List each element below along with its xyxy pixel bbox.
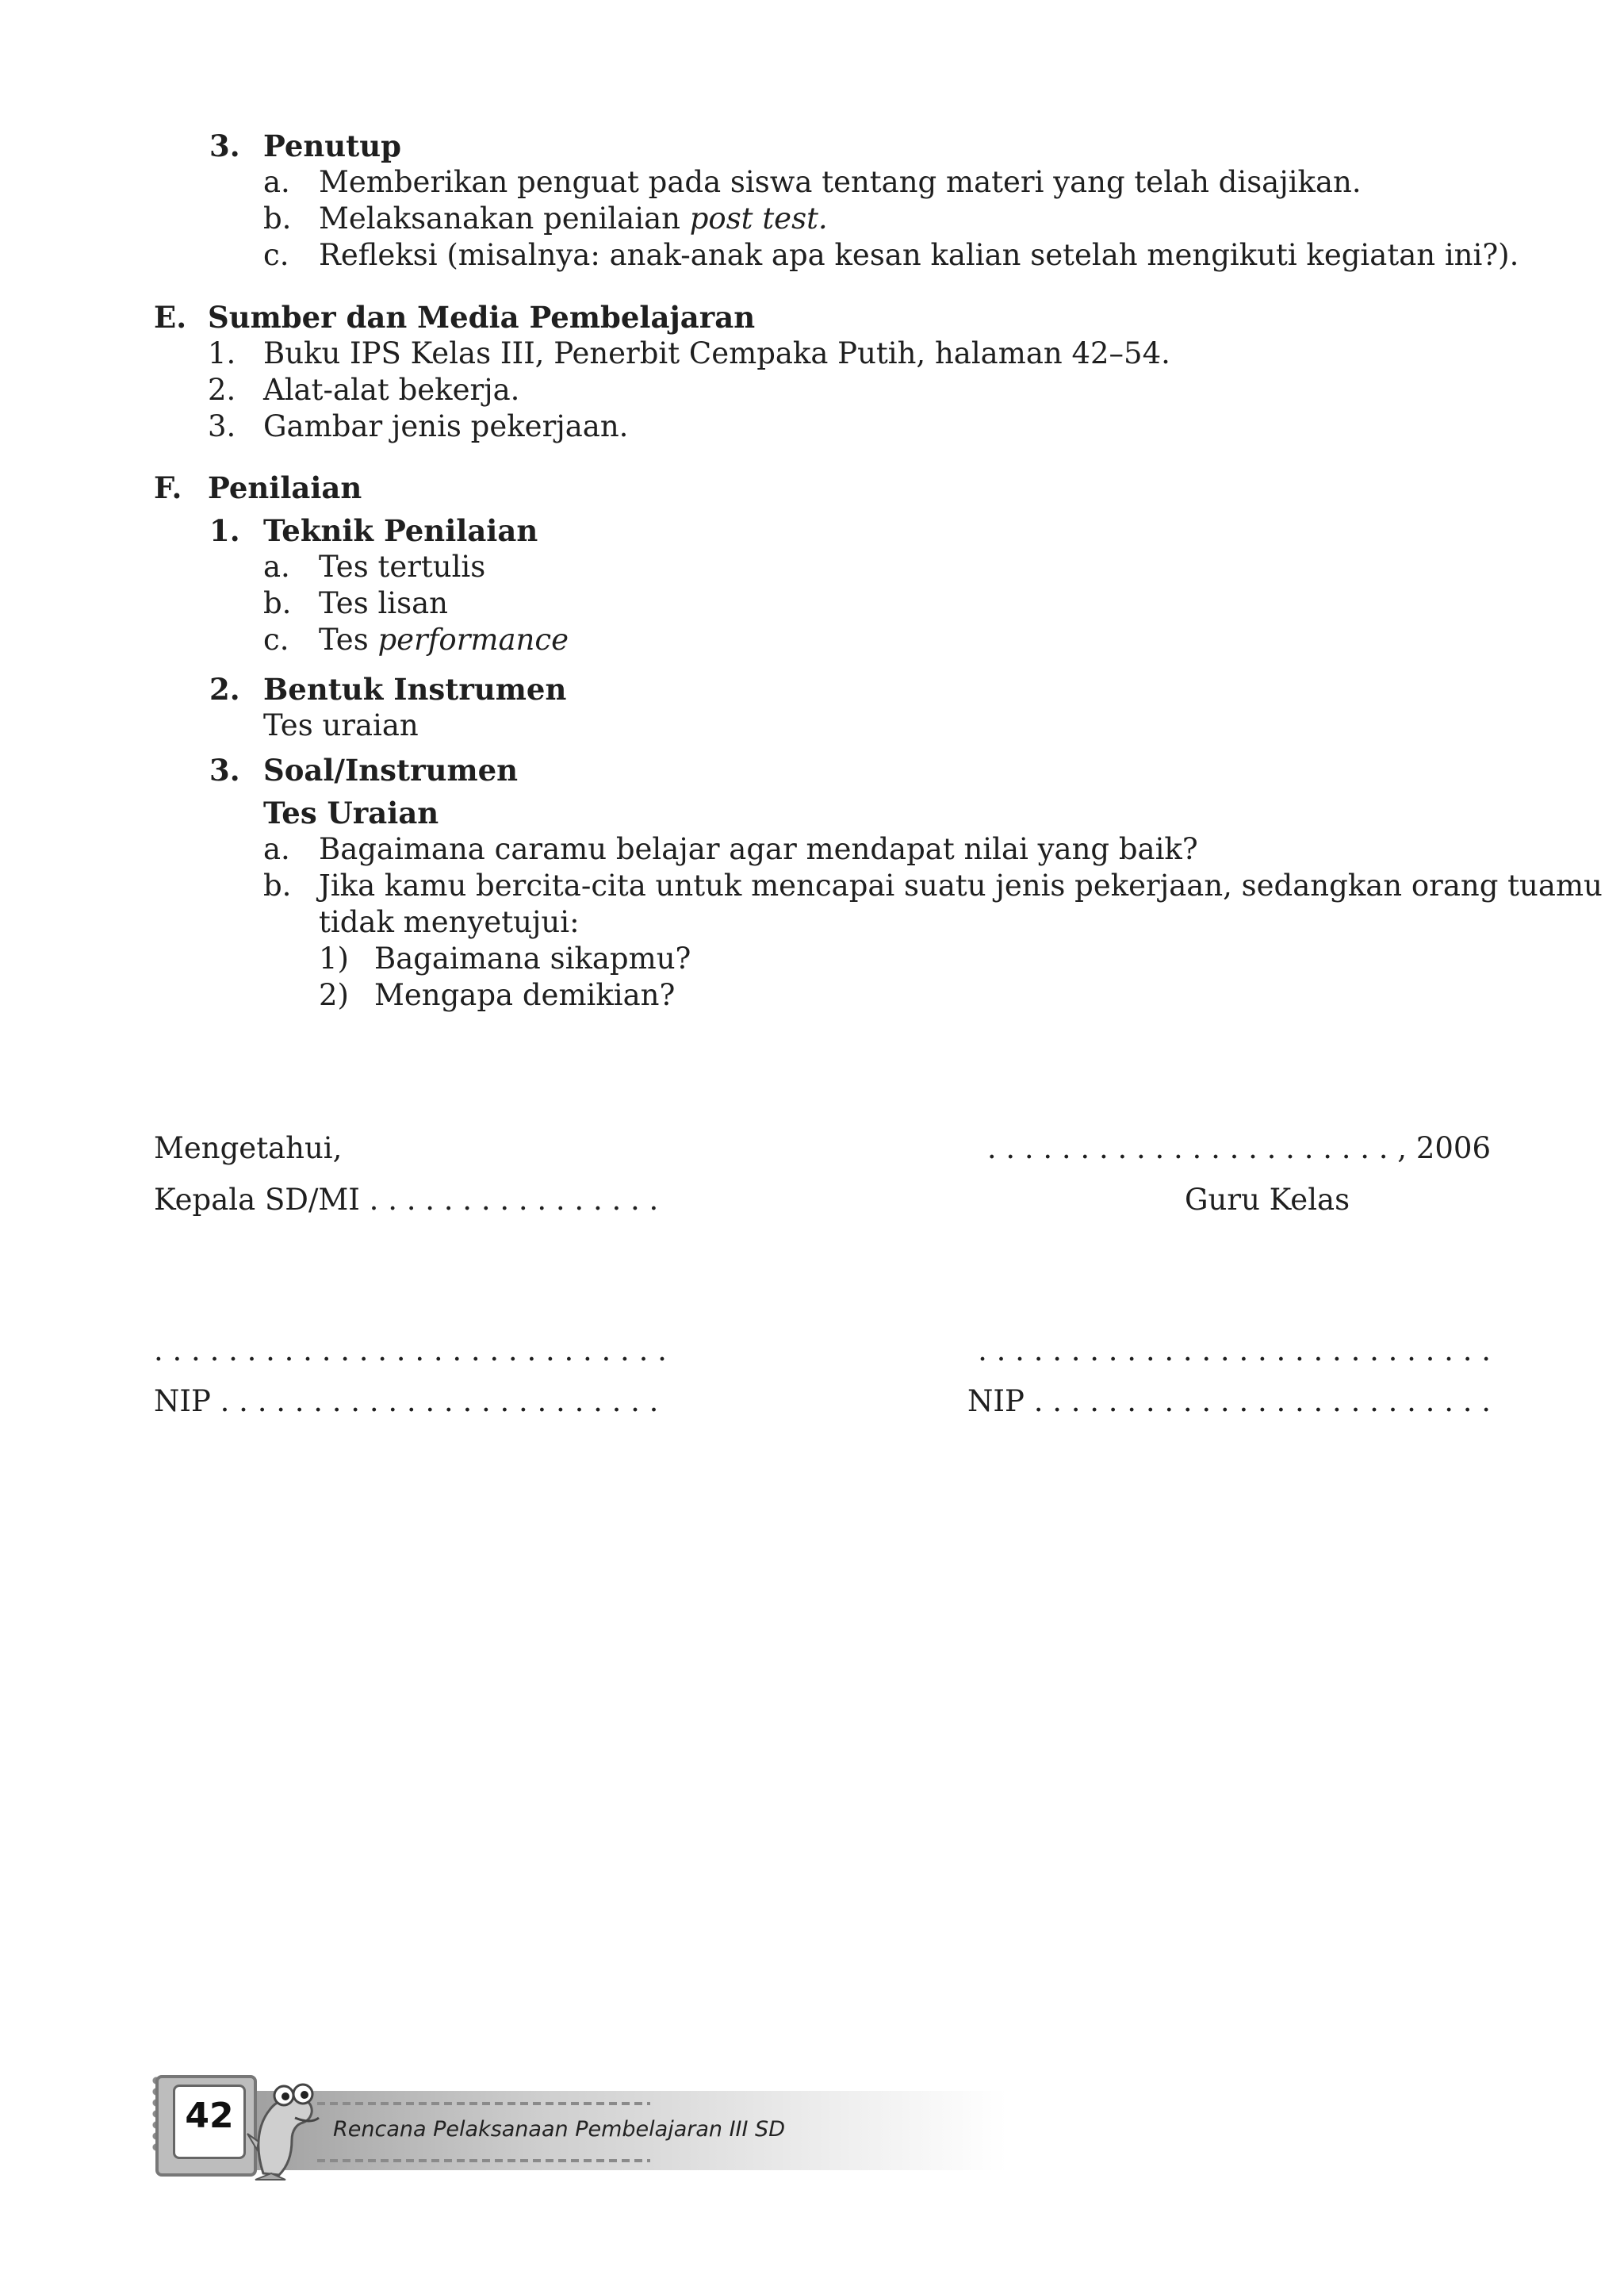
bentuk-text: Tes uraian: [263, 708, 419, 742]
list-marker: 3.: [208, 409, 236, 443]
list-item: [319, 201, 828, 237]
list-item: Buku IPS Kelas III, Penerbit Cempaka Putih, halaman 42–54.: [263, 336, 1170, 370]
footer-book-title: Rencana Pelaksanaan Pembelajaran III SD: [333, 2117, 785, 2142]
list-item: Jika kamu bercita-cita untuk mencapai suatu jenis pekerjaan, sedangkan orang tuamu: [319, 869, 1603, 903]
soal-number: 3.: [209, 753, 240, 788]
list-item: Bagaimana caramu belajar agar mendapat nilai yang baik?: [319, 832, 1198, 866]
list-item-italic: post test.: [689, 201, 828, 236]
signature-right-name: . . . . . . . . . . . . . . . . . . . . . . . . . . . .: [978, 1333, 1491, 1367]
signature-date: . . . . . . . . . . . . . . . . . . . . . . , 2006: [986, 1131, 1491, 1165]
list-item: Mengapa demikian?: [374, 978, 676, 1012]
list-marker: 1.: [208, 336, 236, 370]
section-e-heading: Sumber dan Media Pembelajaran: [208, 300, 756, 335]
penutup-number: 3.: [209, 128, 240, 163]
list-marker: c.: [263, 238, 289, 272]
teknik-heading: Teknik Penilaian: [263, 513, 538, 548]
list-item: Refleksi (misalnya: anak-anak apa kesan kalian setelah mengikuti kegiatan ini?).: [319, 238, 1519, 272]
section-f-heading: Penilaian: [208, 470, 362, 505]
list-item: Bagaimana sikapmu?: [374, 942, 691, 976]
soal-heading: Soal/Instrumen: [263, 753, 519, 788]
page-number: 42: [185, 2096, 234, 2136]
list-item: Tes lisan: [319, 586, 448, 620]
list-item-text: Tes: [319, 623, 378, 657]
list-marker: a.: [263, 550, 290, 584]
signature-left-nip: NIP . . . . . . . . . . . . . . . . . . . . . . . .: [154, 1384, 659, 1418]
section-e-letter: E.: [154, 300, 187, 335]
footer-divider: [317, 2159, 650, 2162]
list-item: Tes tertulis: [319, 550, 486, 584]
list-marker: 2): [319, 978, 349, 1012]
list-item: Memberikan penguat pada siswa tentang materi yang telah disajikan.: [319, 165, 1362, 199]
list-item-continuation: tidak menyetujui:: [319, 905, 580, 939]
list-item-text: Melaksanakan penilaian: [319, 201, 690, 236]
signature-left-role: Kepala SD/MI . . . . . . . . . . . . . . . .: [154, 1183, 659, 1217]
list-item: Alat-alat bekerja.: [263, 373, 520, 407]
list-item: [319, 622, 569, 658]
list-marker: a.: [263, 832, 290, 866]
teknik-number: 1.: [209, 513, 240, 548]
section-f-letter: F.: [154, 470, 182, 505]
soal-subheading: Tes Uraian: [263, 796, 439, 830]
penutup-heading: Penutup: [263, 128, 402, 163]
signature-left-label: Mengetahui,: [154, 1131, 343, 1165]
list-item-italic: performance: [377, 623, 569, 657]
list-marker: b.: [263, 201, 292, 236]
bentuk-number: 2.: [209, 672, 240, 707]
list-marker: c.: [263, 623, 289, 657]
dolphin-mascot-icon: [239, 2062, 327, 2181]
list-marker: 2.: [208, 373, 236, 407]
signature-left-name: . . . . . . . . . . . . . . . . . . . . . . . . . . . .: [154, 1333, 667, 1367]
footer-divider: [317, 2102, 650, 2105]
list-marker: b.: [263, 869, 292, 903]
list-marker: a.: [263, 165, 290, 199]
list-marker: 1): [319, 942, 349, 976]
list-item: Gambar jenis pekerjaan.: [263, 409, 629, 443]
list-marker: b.: [263, 586, 292, 620]
signature-right-nip: NIP . . . . . . . . . . . . . . . . . . . . . . . . .: [967, 1384, 1491, 1418]
signature-right-role: Guru Kelas: [1185, 1183, 1350, 1217]
bentuk-heading: Bentuk Instrumen: [263, 672, 567, 707]
